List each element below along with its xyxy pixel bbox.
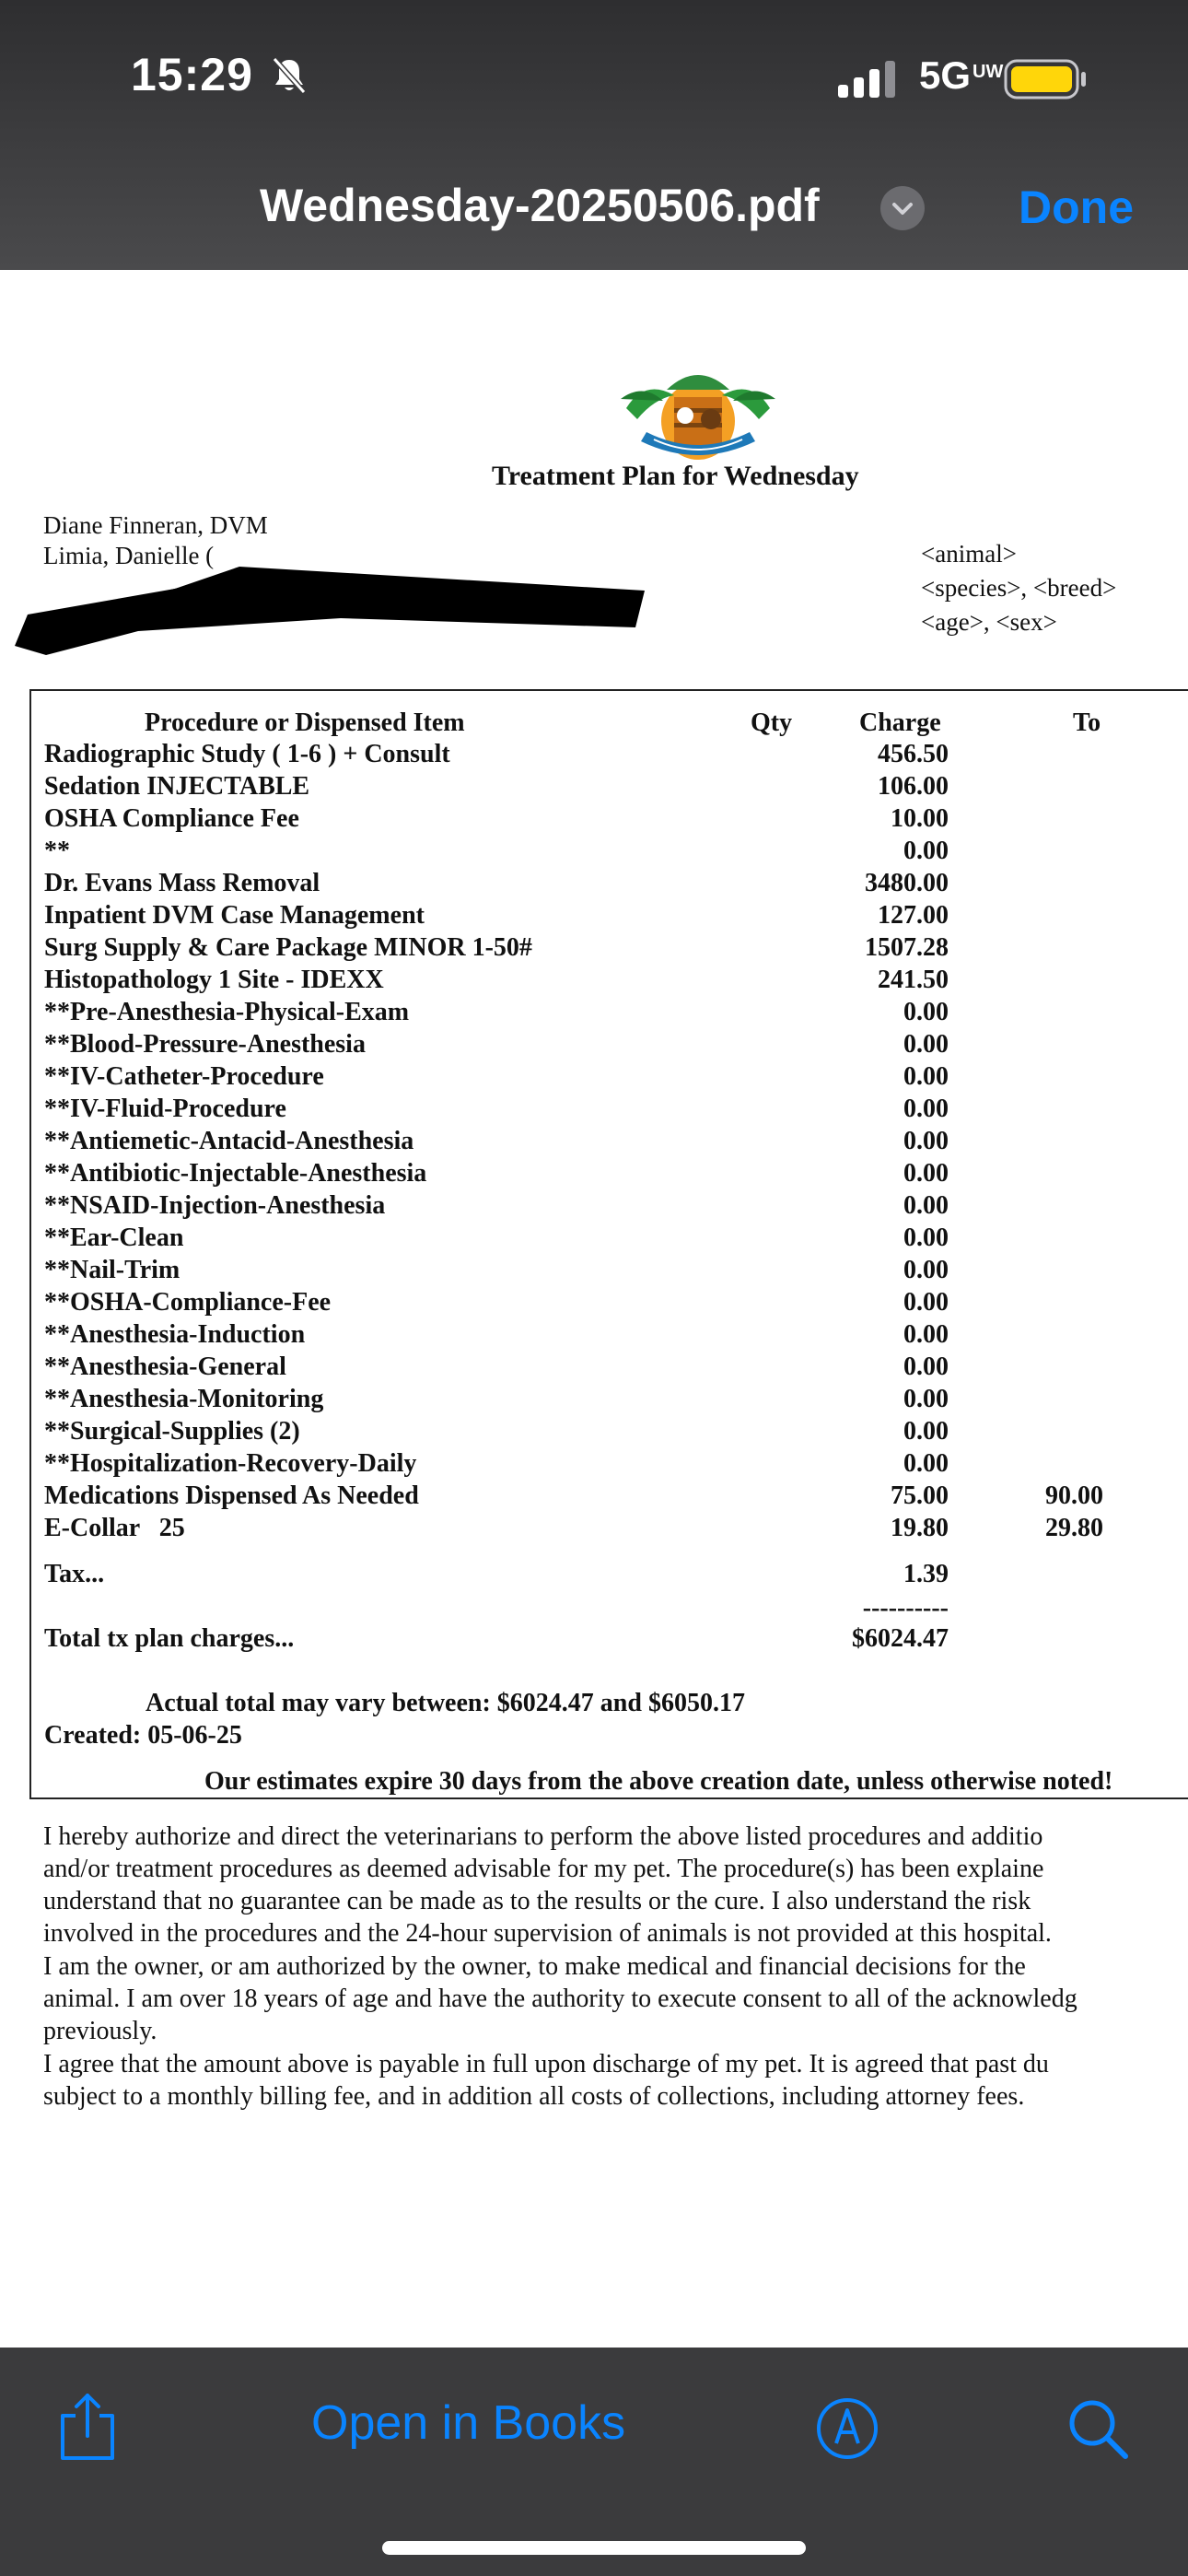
open-in-books-button[interactable]: Open in Books (311, 2396, 626, 2450)
header-charge: Charge (859, 708, 941, 737)
chevron-down-icon (880, 186, 925, 230)
table-row (0, 998, 1188, 1030)
network-label (919, 53, 1003, 98)
table-row (0, 933, 1188, 966)
row-item: Sedation INJECTABLE (44, 772, 310, 801)
paragraph-line: I hereby authorize and direct the veterinarians to perform the above listed procedures and additio (43, 1822, 1043, 1851)
row-charge: 10.00 (891, 804, 949, 833)
paragraph-line: involved in the procedures and the 24-hour supervision of animals is not provided at this hospital. (43, 1919, 1052, 1948)
home-indicator (382, 2541, 806, 2555)
row-item: **Antiemetic-Antacid-Anesthesia (44, 1127, 414, 1155)
row-item: Dr. Evans Mass Removal (44, 869, 320, 897)
table-row (0, 1385, 1188, 1417)
row-charge: 0.00 (903, 1224, 949, 1252)
row-charge: 456.50 (878, 740, 949, 768)
row-charge: 3480.00 (865, 869, 949, 897)
paragraph-line: animal. I am over 18 years of age and have the authority to execute consent to all of the acknowledg (43, 1985, 1077, 2013)
row-item: **Blood-Pressure-Anesthesia (44, 1030, 366, 1059)
client-name: Limia, Danielle ( (43, 542, 215, 569)
battery-icon (1004, 59, 1089, 100)
title-menu-button[interactable] (880, 186, 925, 230)
row-item: **IV-Catheter-Procedure (44, 1062, 324, 1091)
row-item: **Anesthesia-General (44, 1352, 286, 1381)
row-charge: 0.00 (903, 1385, 949, 1413)
paragraph-line: and/or treatment procedures as deemed advisable for my pet. The procedure(s) has been explaine (43, 1855, 1044, 1883)
tax-label: Tax... (44, 1560, 105, 1588)
table-row (0, 1191, 1188, 1224)
table-row (0, 966, 1188, 998)
total-value: $6024.47 (852, 1624, 949, 1653)
row-charge: 106.00 (878, 772, 949, 801)
paragraph-line: I am the owner, or am authorized by the owner, to make medical and financial decisions for the (43, 1952, 1026, 1981)
table-row (0, 1159, 1188, 1191)
total-label: Total tx plan charges... (44, 1624, 295, 1653)
network-type: 5G (919, 53, 972, 97)
hospital-logo (617, 362, 779, 469)
row-item: **Anesthesia-Monitoring (44, 1385, 324, 1413)
row-item: **Antibiotic-Injectable-Anesthesia (44, 1159, 427, 1188)
row-charge: 0.00 (903, 1062, 949, 1091)
row-charge: 0.00 (903, 1320, 949, 1349)
redaction-mark (9, 546, 654, 657)
table-row (0, 869, 1188, 901)
row-charge: 0.00 (903, 1159, 949, 1188)
row-item: Inpatient DVM Case Management (44, 901, 425, 930)
signal-icon (836, 61, 901, 98)
row-item: Histopathology 1 Site - IDEXX (44, 966, 384, 994)
table-row (0, 901, 1188, 933)
row-charge: 0.00 (903, 1191, 949, 1220)
table-row (0, 1256, 1188, 1288)
table-row (0, 1352, 1188, 1385)
table-row (0, 1224, 1188, 1256)
table-row (0, 1481, 1188, 1514)
species-line: <species>, <breed> (921, 574, 1117, 602)
table-row (0, 772, 1188, 804)
paragraph-line: previously. (43, 2017, 157, 2045)
row-charge: 0.00 (903, 1095, 949, 1123)
total-range: Actual total may vary between: $6024.47 and $6050.17 (146, 1689, 745, 1717)
paragraph-line: I agree that the amount above is payable in full upon discharge of my pet. It is agreed that past du (43, 2050, 1049, 2078)
table-row (0, 804, 1188, 837)
header-total: To (1073, 708, 1101, 737)
table-row (0, 1514, 1188, 1546)
payment-paragraph (43, 2048, 1188, 2113)
row-charge: 75.00 (891, 1481, 949, 1510)
estimate-expiry-note: Our estimates expire 30 days from the above creation date, unless otherwise noted! (204, 1767, 1113, 1796)
row-item: **NSAID-Injection-Anesthesia (44, 1191, 386, 1220)
table-row (0, 1127, 1188, 1159)
row-charge: 241.50 (878, 966, 949, 994)
doctor-name: Diane Finneran, DVM (43, 511, 268, 539)
age-sex-line: <age>, <sex> (921, 608, 1057, 636)
bell-slash-icon (269, 55, 309, 96)
network-sup: UW (973, 62, 1004, 82)
row-item: **Hospitalization-Recovery-Daily (44, 1449, 417, 1478)
row-total: 90.00 (1045, 1481, 1103, 1510)
row-charge: 127.00 (878, 901, 949, 930)
table-row (0, 1288, 1188, 1320)
row-item: OSHA Compliance Fee (44, 804, 299, 833)
row-item: **IV-Fluid-Procedure (44, 1095, 286, 1123)
row-item: Medications Dispensed As Needed (44, 1481, 419, 1510)
row-item: Radiographic Study ( 1-6 ) + Consult (44, 740, 450, 768)
plan-title: Treatment Plan for Wednesday (492, 461, 859, 491)
row-charge: 1507.28 (865, 933, 949, 962)
animal-info (921, 537, 1116, 639)
animal-line: <animal> (921, 540, 1017, 568)
row-item: Surg Supply & Care Package MINOR 1-50# (44, 933, 532, 962)
authorization-paragraph (43, 1821, 1188, 1950)
table-row (0, 740, 1188, 772)
table-row (0, 1062, 1188, 1095)
row-item: ** (44, 837, 70, 865)
paragraph-line: subject to a monthly billing fee, and in addition all costs of collections, including attorney fees. (43, 2082, 1025, 2111)
markup-icon[interactable] (816, 2397, 879, 2460)
row-charge: 0.00 (903, 1352, 949, 1381)
table-row (0, 837, 1188, 869)
table-row (0, 1449, 1188, 1481)
row-item: **Surgical-Supplies (2) (44, 1417, 300, 1446)
row-item: **Pre-Anesthesia-Physical-Exam (44, 998, 410, 1026)
tax-value: 1.39 (903, 1560, 949, 1588)
row-charge: 19.80 (891, 1514, 949, 1542)
created-date: Created: 05-06-25 (44, 1721, 242, 1750)
table-row (0, 1030, 1188, 1062)
table-row (0, 1320, 1188, 1352)
row-charge: 0.00 (903, 1127, 949, 1155)
row-item: **Nail-Trim (44, 1256, 181, 1284)
top-bar (0, 0, 1188, 270)
sum-divider: ---------- (862, 1594, 949, 1622)
row-charge: 0.00 (903, 998, 949, 1026)
row-item: **Anesthesia-Induction (44, 1320, 306, 1349)
header-item: Procedure or Dispensed Item (145, 708, 465, 737)
row-total: 29.80 (1045, 1514, 1103, 1542)
pdf-page (0, 270, 1188, 2348)
paragraph-line: understand that no guarantee can be made as to the results or the cure. I also understand the risk (43, 1887, 1031, 1915)
row-charge: 0.00 (903, 1288, 949, 1317)
search-icon[interactable] (1066, 2397, 1129, 2460)
header-qty: Qty (751, 708, 793, 737)
row-item: **OSHA-Compliance-Fee (44, 1288, 332, 1317)
table-row (0, 1417, 1188, 1449)
row-charge: 0.00 (903, 1256, 949, 1284)
row-item: E-Collar 25 (44, 1514, 185, 1542)
done-button[interactable]: Done (1019, 181, 1134, 233)
document-title: Wednesday-20250506.pdf (260, 180, 820, 231)
owner-paragraph (43, 1950, 1188, 2047)
table-row (0, 1095, 1188, 1127)
share-icon[interactable] (57, 2392, 118, 2462)
row-charge: 0.00 (903, 1417, 949, 1446)
row-charge: 0.00 (903, 1030, 949, 1059)
row-charge: 0.00 (903, 837, 949, 865)
row-charge: 0.00 (903, 1449, 949, 1478)
row-item: **Ear-Clean (44, 1224, 184, 1252)
status-time: 15:29 (131, 49, 253, 100)
